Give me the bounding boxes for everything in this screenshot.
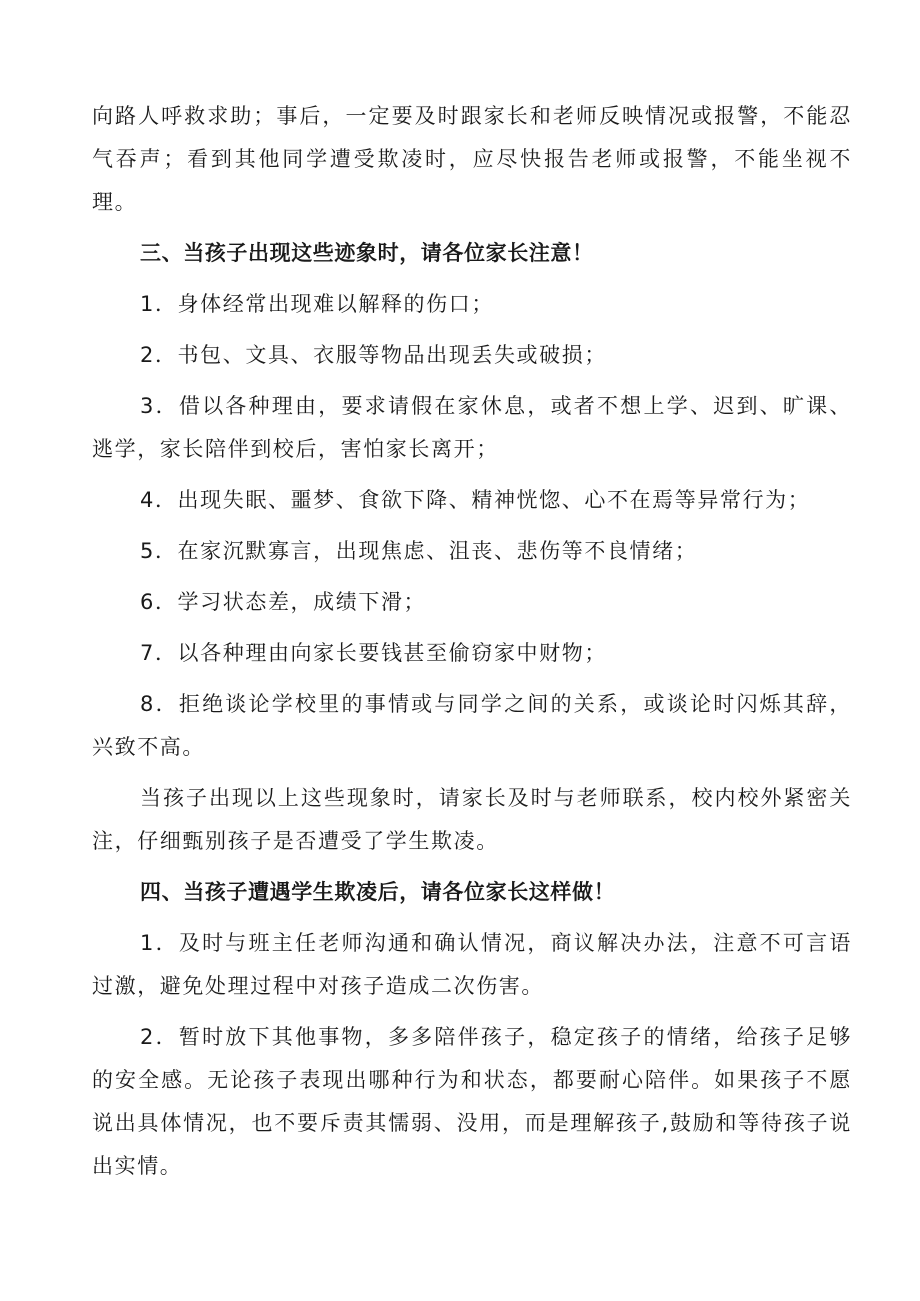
section-3-item-6: 6．学习状态差，成绩下滑； — [140, 590, 427, 614]
section-3-item-3: 3．借以各种理由，要求请假在家休息，或者不想上学、迟到、旷课、逃学，家长陪伴到校后，害怕家长离开； — [92, 394, 852, 461]
section-3-item-5: 5．在家沉默寡言，出现焦虑、沮丧、悲伤等不良情绪； — [140, 539, 698, 563]
section-3-item-2: 2．书包、文具、衣服等物品出现丢失或破损； — [140, 343, 607, 367]
section-3-item-8: 8．拒绝谈论学校里的事情或与同学之间的关系，或谈论时闪烁其辞，兴致不高。 — [92, 692, 852, 759]
section-3-item-7: 7．以各种理由向家长要钱甚至偷窃家中财物； — [140, 641, 607, 665]
section-3-heading: 三、当孩子出现这些迹象时，请各位家长注意！ — [140, 241, 594, 265]
section-4-heading: 四、当孩子遭遇学生欺凌后，请各位家长这样做！ — [140, 880, 616, 904]
section-3-summary: 当孩子出现以上这些现象时，请家长及时与老师联系，校内校外紧密关注，仔细甄别孩子是否遭受了学生欺凌。 — [92, 786, 852, 853]
intro-paragraph: 向路人呼救求助；事后，一定要及时跟家长和老师反映情况或报警，不能忍气吞声；看到其他同学遭受欺凌时，应尽快报告老师或报警，不能坐视不理。 — [92, 104, 852, 214]
document-body — [92, 95, 852, 1188]
section-4-item-2: 2．暂时放下其他事物，多多陪伴孩子，稳定孩子的情绪，给孩子足够的安全感。无论孩子表现出哪种行为和状态，都要耐心陪伴。如果孩子不愿说出具体情况，也不要斥责其懦弱、没用，而是理解孩子,鼓励和等待孩子说出实情。 — [92, 1025, 852, 1178]
section-3-item-4: 4．出现失眠、噩梦、食欲下降、精神恍惚、心不在焉等异常行为； — [140, 488, 811, 512]
section-4-item-1: 1．及时与班主任老师沟通和确认情况，商议解决办法，注意不可言语过激，避免处理过程中对孩子造成二次伤害。 — [92, 931, 852, 998]
section-3-item-1: 1．身体经常出现难以解释的伤口； — [140, 292, 494, 316]
